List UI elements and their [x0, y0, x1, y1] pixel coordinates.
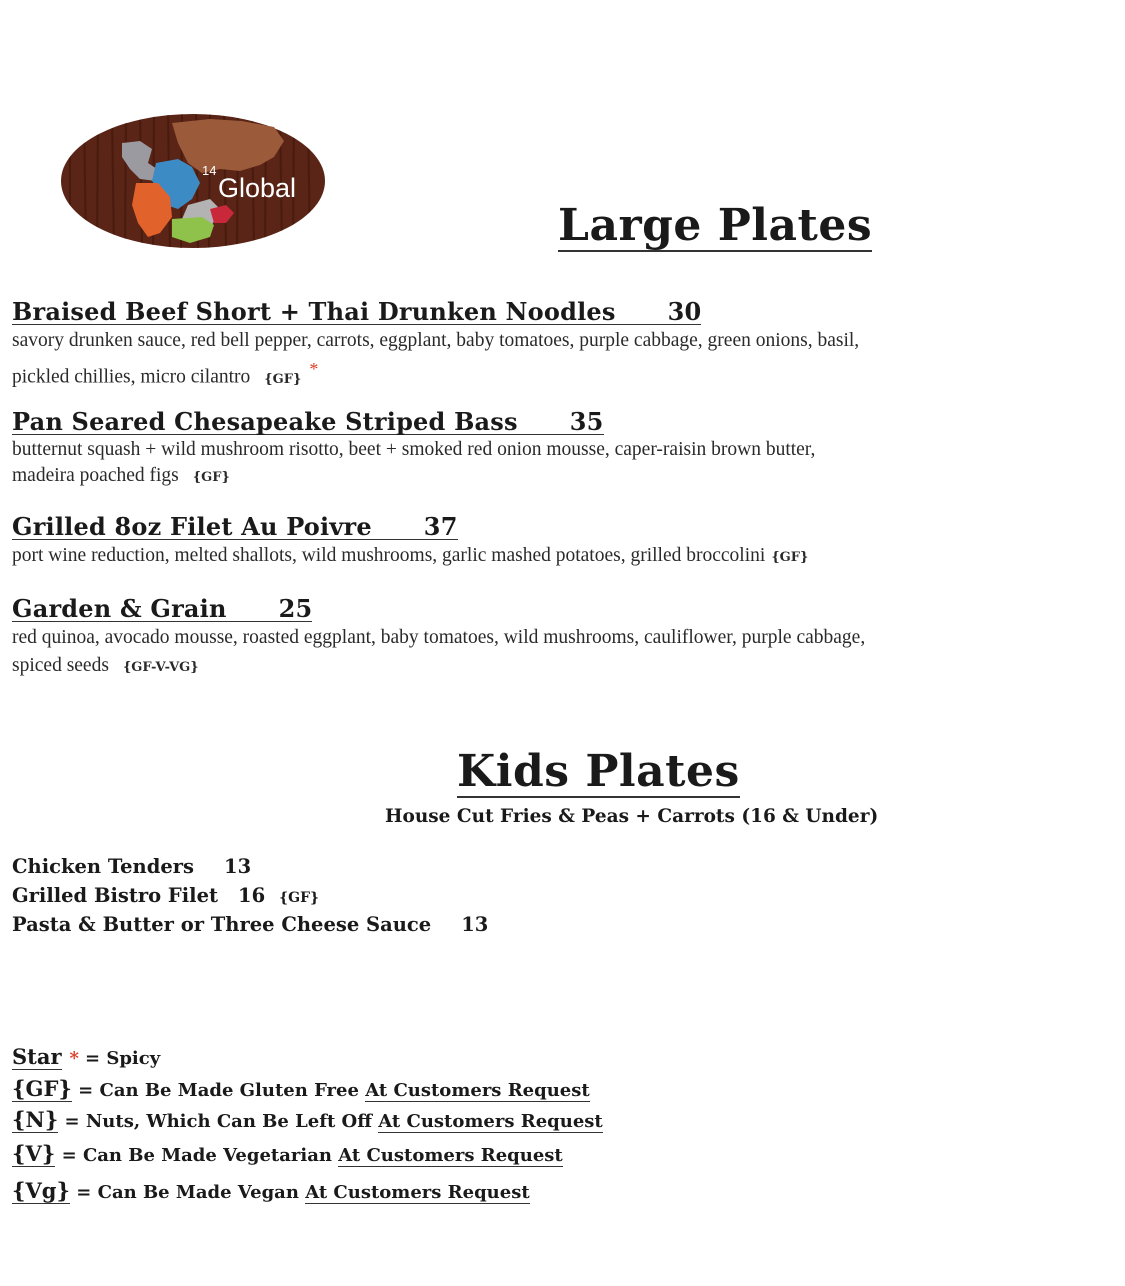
kids-menu-item — [12, 913, 488, 942]
menu-item-heading — [12, 514, 458, 540]
legend-meaning: = Can Be Made Gluten Free — [78, 1080, 359, 1101]
menu-item-description — [12, 624, 1117, 682]
legend-request: At Customers Request — [338, 1145, 563, 1166]
menu-item-price: 25 — [278, 594, 313, 623]
spicy-star: * — [309, 359, 319, 380]
kids-menu-list — [12, 855, 488, 942]
large-plates-title: Large Plates — [558, 200, 873, 251]
legend-key: {N} — [12, 1107, 59, 1132]
menu-item-heading — [12, 299, 701, 325]
kids-menu-item — [12, 884, 488, 913]
legend — [12, 1044, 603, 1212]
legend-key: {Vg} — [12, 1178, 70, 1203]
kids-item-price: 13 — [224, 855, 252, 878]
kids-item-name: Pasta & Butter or Three Cheese Sauce — [12, 913, 432, 936]
dietary-tag: {GF} — [771, 550, 809, 566]
menu-item — [12, 596, 1117, 682]
description-line: port wine reduction, melted shallots, wild mushrooms, garlic mashed potatoes, grilled broccolini — [12, 545, 766, 567]
kids-item-price: 16 — [238, 884, 266, 907]
dietary-tag: {GF-V-VG} — [122, 660, 199, 676]
legend-row — [12, 1107, 603, 1141]
menu-item-description — [12, 542, 1117, 572]
menu-item — [12, 299, 1117, 394]
description-line: red quinoa, avocado mousse, roasted eggplant, baby tomatoes, wild mushrooms, cauliflower, purple cabbage, — [12, 627, 866, 649]
menu-item-name: Grilled 8oz Filet Au Poivre — [12, 512, 372, 541]
menu-item — [12, 514, 1117, 572]
legend-meaning: = Spicy — [84, 1048, 161, 1069]
menu-item-description — [12, 437, 1117, 491]
description-line: savory drunken sauce, red bell pepper, carrots, eggplant, baby tomatoes, purple cabbage, green onions, basil, — [12, 330, 860, 352]
menu-item-description — [12, 327, 1117, 394]
legend-key: {V} — [12, 1141, 56, 1166]
legend-row-spicy — [12, 1044, 603, 1076]
dietary-tag: {GF} — [264, 371, 302, 387]
kids-item-name: Grilled Bistro Filet — [12, 884, 218, 907]
menu-item-heading — [12, 596, 312, 622]
legend-meaning: = Can Be Made Vegan — [76, 1182, 299, 1203]
kids-item-name: Chicken Tenders — [12, 855, 195, 878]
kids-menu-item — [12, 855, 488, 884]
menu-item — [12, 409, 1117, 491]
logo-superscript: 14 — [202, 163, 217, 178]
menu-item-name: Pan Seared Chesapeake Striped Bass — [12, 407, 518, 436]
legend-star-label: Star — [12, 1044, 62, 1069]
menu-item-price: 37 — [423, 512, 458, 541]
legend-meaning: = Nuts, Which Can Be Left Off — [64, 1111, 372, 1132]
legend-row — [12, 1141, 603, 1178]
logo-text: Global — [218, 173, 297, 203]
description-line: butternut squash + wild mushroom risotto, beet + smoked red onion mousse, caper-raisin brown butter, — [12, 439, 816, 461]
dietary-tag: {GF} — [192, 470, 230, 486]
dietary-tag: {GF} — [279, 890, 320, 906]
legend-row — [12, 1178, 603, 1212]
legend-meaning: = Can Be Made Vegetarian — [61, 1145, 332, 1166]
description-line: spiced seeds — [12, 655, 109, 677]
description-line: madeira poached figs — [12, 465, 179, 487]
legend-row — [12, 1076, 603, 1107]
spicy-star: * — [69, 1048, 79, 1069]
description-line: pickled chillies, micro cilantro — [12, 366, 251, 388]
menu-item-heading — [12, 409, 604, 435]
menu-item-price: 30 — [667, 297, 702, 326]
legend-request: At Customers Request — [365, 1080, 590, 1101]
kids-plates-subtitle: House Cut Fries & Peas + Carrots (16 & Under) — [385, 806, 879, 827]
global-logo — [60, 113, 326, 249]
menu-item-name: Garden & Grain — [12, 594, 227, 623]
kids-item-price: 13 — [461, 913, 489, 936]
legend-request: At Customers Request — [378, 1111, 603, 1132]
menu-item-name: Braised Beef Short + Thai Drunken Noodles — [12, 297, 616, 326]
kids-plates-title: Kids Plates — [457, 746, 740, 797]
legend-key: {GF} — [12, 1076, 72, 1101]
legend-request: At Customers Request — [305, 1182, 530, 1203]
menu-item-price: 35 — [569, 407, 604, 436]
